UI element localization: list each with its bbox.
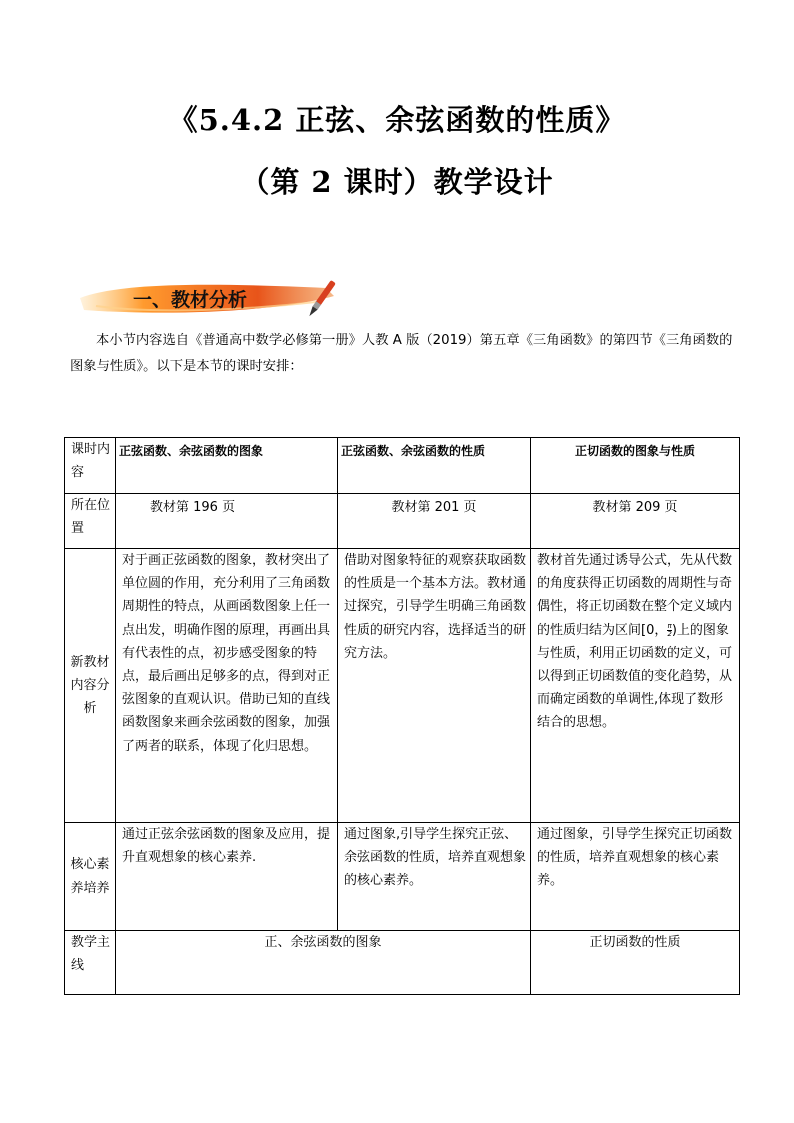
position-2: 教材第 201 页 [338,494,531,549]
row-label-mainline: 教学主线 [65,931,116,995]
table-row-mainline [65,931,740,995]
row-label-analysis: 新教材内容分析 [65,549,116,823]
row-label-position: 所在位置 [65,494,116,549]
col-header-3: 正切函数的图象与性质 [531,438,740,494]
row-label-literacy: 核心素养培养 [65,823,116,931]
document-title-line1: 《5.4.2 正弦、余弦函数的性质》 [168,103,626,137]
table-row-content [65,438,740,494]
col-header-2: 正弦函数、余弦函数的性质 [338,438,531,494]
position-1: 教材第 196 页 [116,494,338,549]
intro-paragraph: 本小节内容选自《普通高中数学必修第一册》人教 A 版（2019）第五章《三角函数》的第四节《三角函数的图象与性质》。以下是本节的课时安排： [70,333,733,374]
analysis-3 [531,549,740,823]
analysis-1: 对于画正弦函数的图象，教材突出了单位圆的作用，充分利用了三角函数周期性的特点，从画函数图象上任一点出发，明确作图的原理，再画出具有代表性的点，初步感受图象的特点，最后画出足够多的点，得到对正弦图象的直观认识。借助已知的直线函数图象来画余弦函数的图象，加强了两者的联系，体现了化归思想。 [116,549,338,823]
position-3: 教材第 209 页 [531,494,740,549]
literacy-3: 通过图象，引导学生探究正切函数的性质，培养直观想象的核心素养。 [531,823,740,931]
analysis-3-part1: 教材首先通过诱导公式，先从代数的角度获得正切函数的周期性与奇偶性，将正切函数在整个定义域内的性质归结为区间[0， [537,553,733,638]
literacy-2: 通过图象,引导学生探究正弦、余弦函数的性质，培养直观想象的核心素养。 [338,823,531,931]
table-row-analysis [65,549,740,823]
document-title-line2: （第 2 课时）教学设计 [240,165,554,199]
mainline-left: 正、余弦函数的图象 [116,931,531,995]
frac-numerator: π [667,621,672,630]
analysis-2: 借助对图象特征的观察获取函数的性质是一个基本方法。教材通过探究，引导学生明确三角函数性质的研究内容，选择适当的研究方法。 [338,549,531,823]
frac-denominator: 2 [667,629,672,638]
analysis-3-part2: )上的图象与性质，利用正切函数的定义，可以得到正切函数值的变化趋势，从而确定函数的单调性,体现了数形结合的思想。 [537,622,733,731]
lesson-plan-table [64,437,740,995]
section-heading: 一、教材分析 [133,289,248,311]
table-row-literacy [65,823,740,931]
row-label-content: 课时内容 [65,438,116,494]
table-row-position [65,494,740,549]
literacy-1: 通过正弦余弦函数的图象及应用，提升直观想象的核心素养. [116,823,338,931]
col-header-1: 正弦函数、余弦函数的图象 [116,438,338,494]
mainline-right: 正切函数的性质 [531,931,740,995]
